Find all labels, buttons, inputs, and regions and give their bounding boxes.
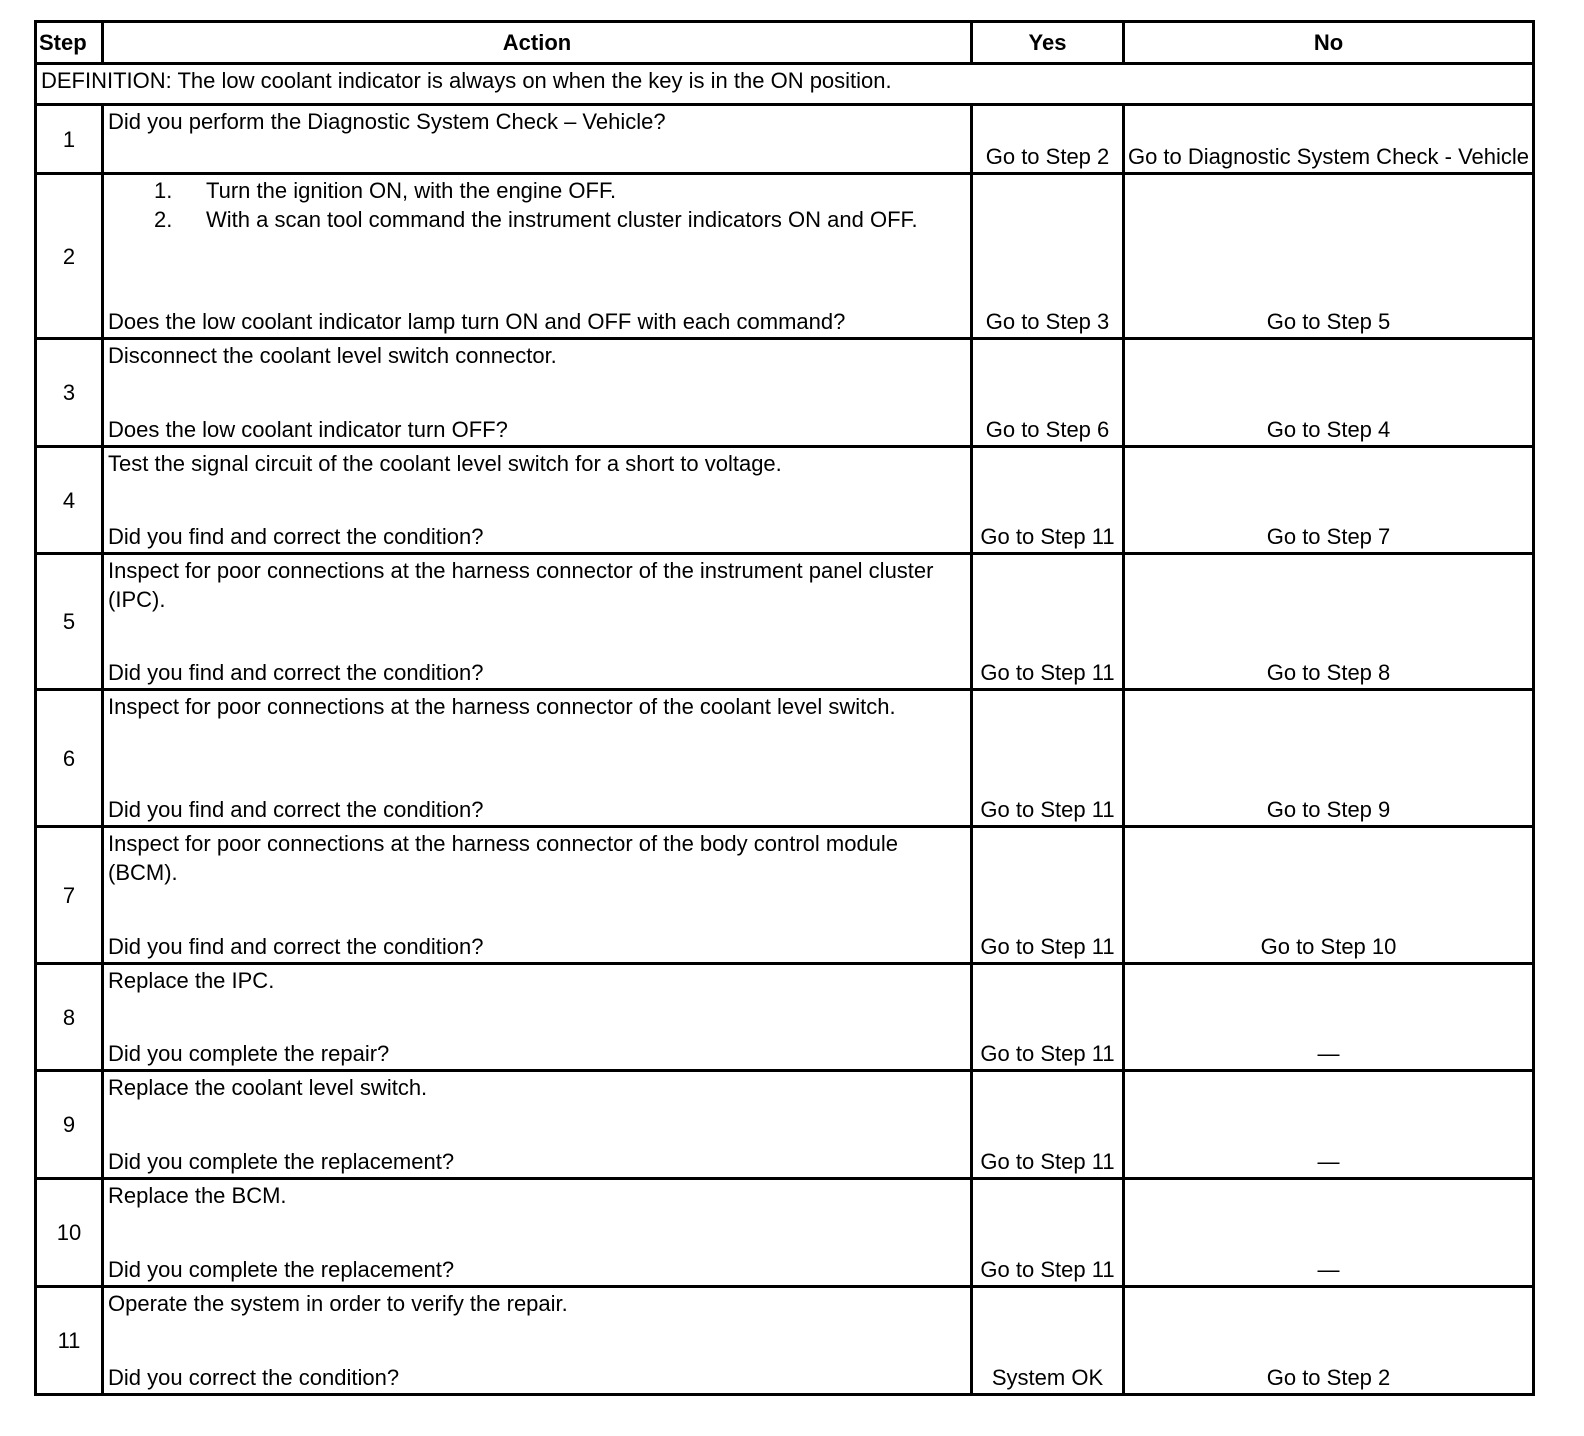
table-row bbox=[36, 447, 1534, 554]
question: Did you complete the repair? bbox=[108, 1041, 390, 1066]
step-number: 10 bbox=[36, 1179, 103, 1287]
action-cell bbox=[103, 1071, 972, 1179]
instruction: Replace the coolant level switch. bbox=[108, 1075, 428, 1100]
table-row bbox=[36, 1287, 1534, 1395]
action-cell bbox=[103, 964, 972, 1071]
question: Did you find and correct the condition? bbox=[108, 524, 484, 549]
table-row bbox=[36, 690, 1534, 827]
header-yes: Yes bbox=[972, 22, 1124, 64]
table-row bbox=[36, 554, 1534, 690]
action-cell bbox=[103, 447, 972, 554]
definition: DEFINITION: The low coolant indicator is always on when the key is in the ON position. bbox=[36, 64, 1534, 105]
list-text: With a scan tool command the instrument cluster indicators ON and OFF. bbox=[206, 207, 918, 232]
definition-row bbox=[36, 64, 1534, 105]
no-cell: Go to Step 8 bbox=[1124, 554, 1534, 690]
step-number: 1 bbox=[36, 105, 103, 174]
question: Did you find and correct the condition? bbox=[108, 797, 484, 822]
step-number: 2 bbox=[36, 174, 103, 339]
instruction: Inspect for poor connections at the harness connector of the instrument panel cluster (IPC). bbox=[108, 558, 934, 612]
table-row bbox=[36, 339, 1534, 447]
action-cell bbox=[103, 554, 972, 690]
step-number: 7 bbox=[36, 827, 103, 964]
yes-cell: Go to Step 3 bbox=[972, 174, 1124, 339]
list-text: Turn the ignition ON, with the engine OFF. bbox=[206, 178, 617, 203]
header-action: Action bbox=[103, 22, 972, 64]
list-item bbox=[154, 205, 966, 234]
question: Did you complete the replacement? bbox=[108, 1257, 455, 1282]
action-cell bbox=[103, 174, 972, 339]
no-cell: Go to Step 10 bbox=[1124, 827, 1534, 964]
instruction: Operate the system in order to verify the repair. bbox=[108, 1291, 568, 1316]
table-row bbox=[36, 174, 1534, 339]
header-row bbox=[36, 22, 1534, 64]
instruction: Replace the IPC. bbox=[108, 968, 275, 993]
instruction: Did you perform the Diagnostic System Check – Vehicle? bbox=[108, 109, 666, 134]
yes-cell: Go to Step 11 bbox=[972, 827, 1124, 964]
no-cell: Go to Step 9 bbox=[1124, 690, 1534, 827]
step-number: 4 bbox=[36, 447, 103, 554]
yes-cell: Go to Step 6 bbox=[972, 339, 1124, 447]
instruction: Inspect for poor connections at the harness connector of the body control module (BCM). bbox=[108, 831, 899, 885]
yes-cell: Go to Step 11 bbox=[972, 690, 1124, 827]
step-number: 3 bbox=[36, 339, 103, 447]
step-number: 5 bbox=[36, 554, 103, 690]
no-cell: Go to Step 2 bbox=[1124, 1287, 1534, 1395]
list-number: 2. bbox=[154, 207, 173, 232]
table-row bbox=[36, 1179, 1534, 1287]
yes-cell: Go to Step 2 bbox=[972, 105, 1124, 174]
table-row bbox=[36, 827, 1534, 964]
yes-cell: Go to Step 11 bbox=[972, 964, 1124, 1071]
instruction: Disconnect the coolant level switch connector. bbox=[108, 343, 557, 368]
yes-cell: System OK bbox=[972, 1287, 1124, 1395]
step-number: 8 bbox=[36, 964, 103, 1071]
action-cell bbox=[103, 339, 972, 447]
step-number: 6 bbox=[36, 690, 103, 827]
yes-cell: Go to Step 11 bbox=[972, 447, 1124, 554]
question: Does the low coolant indicator lamp turn ON and OFF with each command? bbox=[108, 309, 846, 334]
instruction-list bbox=[108, 176, 966, 234]
question: Did you complete the replacement? bbox=[108, 1149, 455, 1174]
action-cell bbox=[103, 1287, 972, 1395]
question: Did you correct the condition? bbox=[108, 1365, 400, 1390]
instruction: Inspect for poor connections at the harness connector of the coolant level switch. bbox=[108, 694, 896, 719]
no-cell: — bbox=[1124, 1179, 1534, 1287]
header-step: Step bbox=[36, 22, 103, 64]
diagnostic-table bbox=[34, 20, 1535, 1396]
no-cell: Go to Step 5 bbox=[1124, 174, 1534, 339]
table-row bbox=[36, 1071, 1534, 1179]
action-cell bbox=[103, 1179, 972, 1287]
instruction: Replace the BCM. bbox=[108, 1183, 287, 1208]
action-cell bbox=[103, 105, 972, 174]
instruction: Test the signal circuit of the coolant level switch for a short to voltage. bbox=[108, 451, 782, 476]
no-cell: Go to Step 4 bbox=[1124, 339, 1534, 447]
yes-cell: Go to Step 11 bbox=[972, 1179, 1124, 1287]
list-item bbox=[154, 176, 966, 205]
action-cell bbox=[103, 690, 972, 827]
list-number: 1. bbox=[154, 178, 173, 203]
no-cell: — bbox=[1124, 1071, 1534, 1179]
question: Does the low coolant indicator turn OFF? bbox=[108, 417, 508, 442]
step-number: 9 bbox=[36, 1071, 103, 1179]
table-row bbox=[36, 105, 1534, 174]
question: Did you find and correct the condition? bbox=[108, 934, 484, 959]
table-row bbox=[36, 964, 1534, 1071]
no-cell: — bbox=[1124, 964, 1534, 1071]
action-cell bbox=[103, 827, 972, 964]
yes-cell: Go to Step 11 bbox=[972, 554, 1124, 690]
yes-cell: Go to Step 11 bbox=[972, 1071, 1124, 1179]
no-cell: Go to Step 7 bbox=[1124, 447, 1534, 554]
question: Did you find and correct the condition? bbox=[108, 660, 484, 685]
header-no: No bbox=[1124, 22, 1534, 64]
step-number: 11 bbox=[36, 1287, 103, 1395]
no-cell: Go to Diagnostic System Check - Vehicle bbox=[1124, 105, 1534, 174]
